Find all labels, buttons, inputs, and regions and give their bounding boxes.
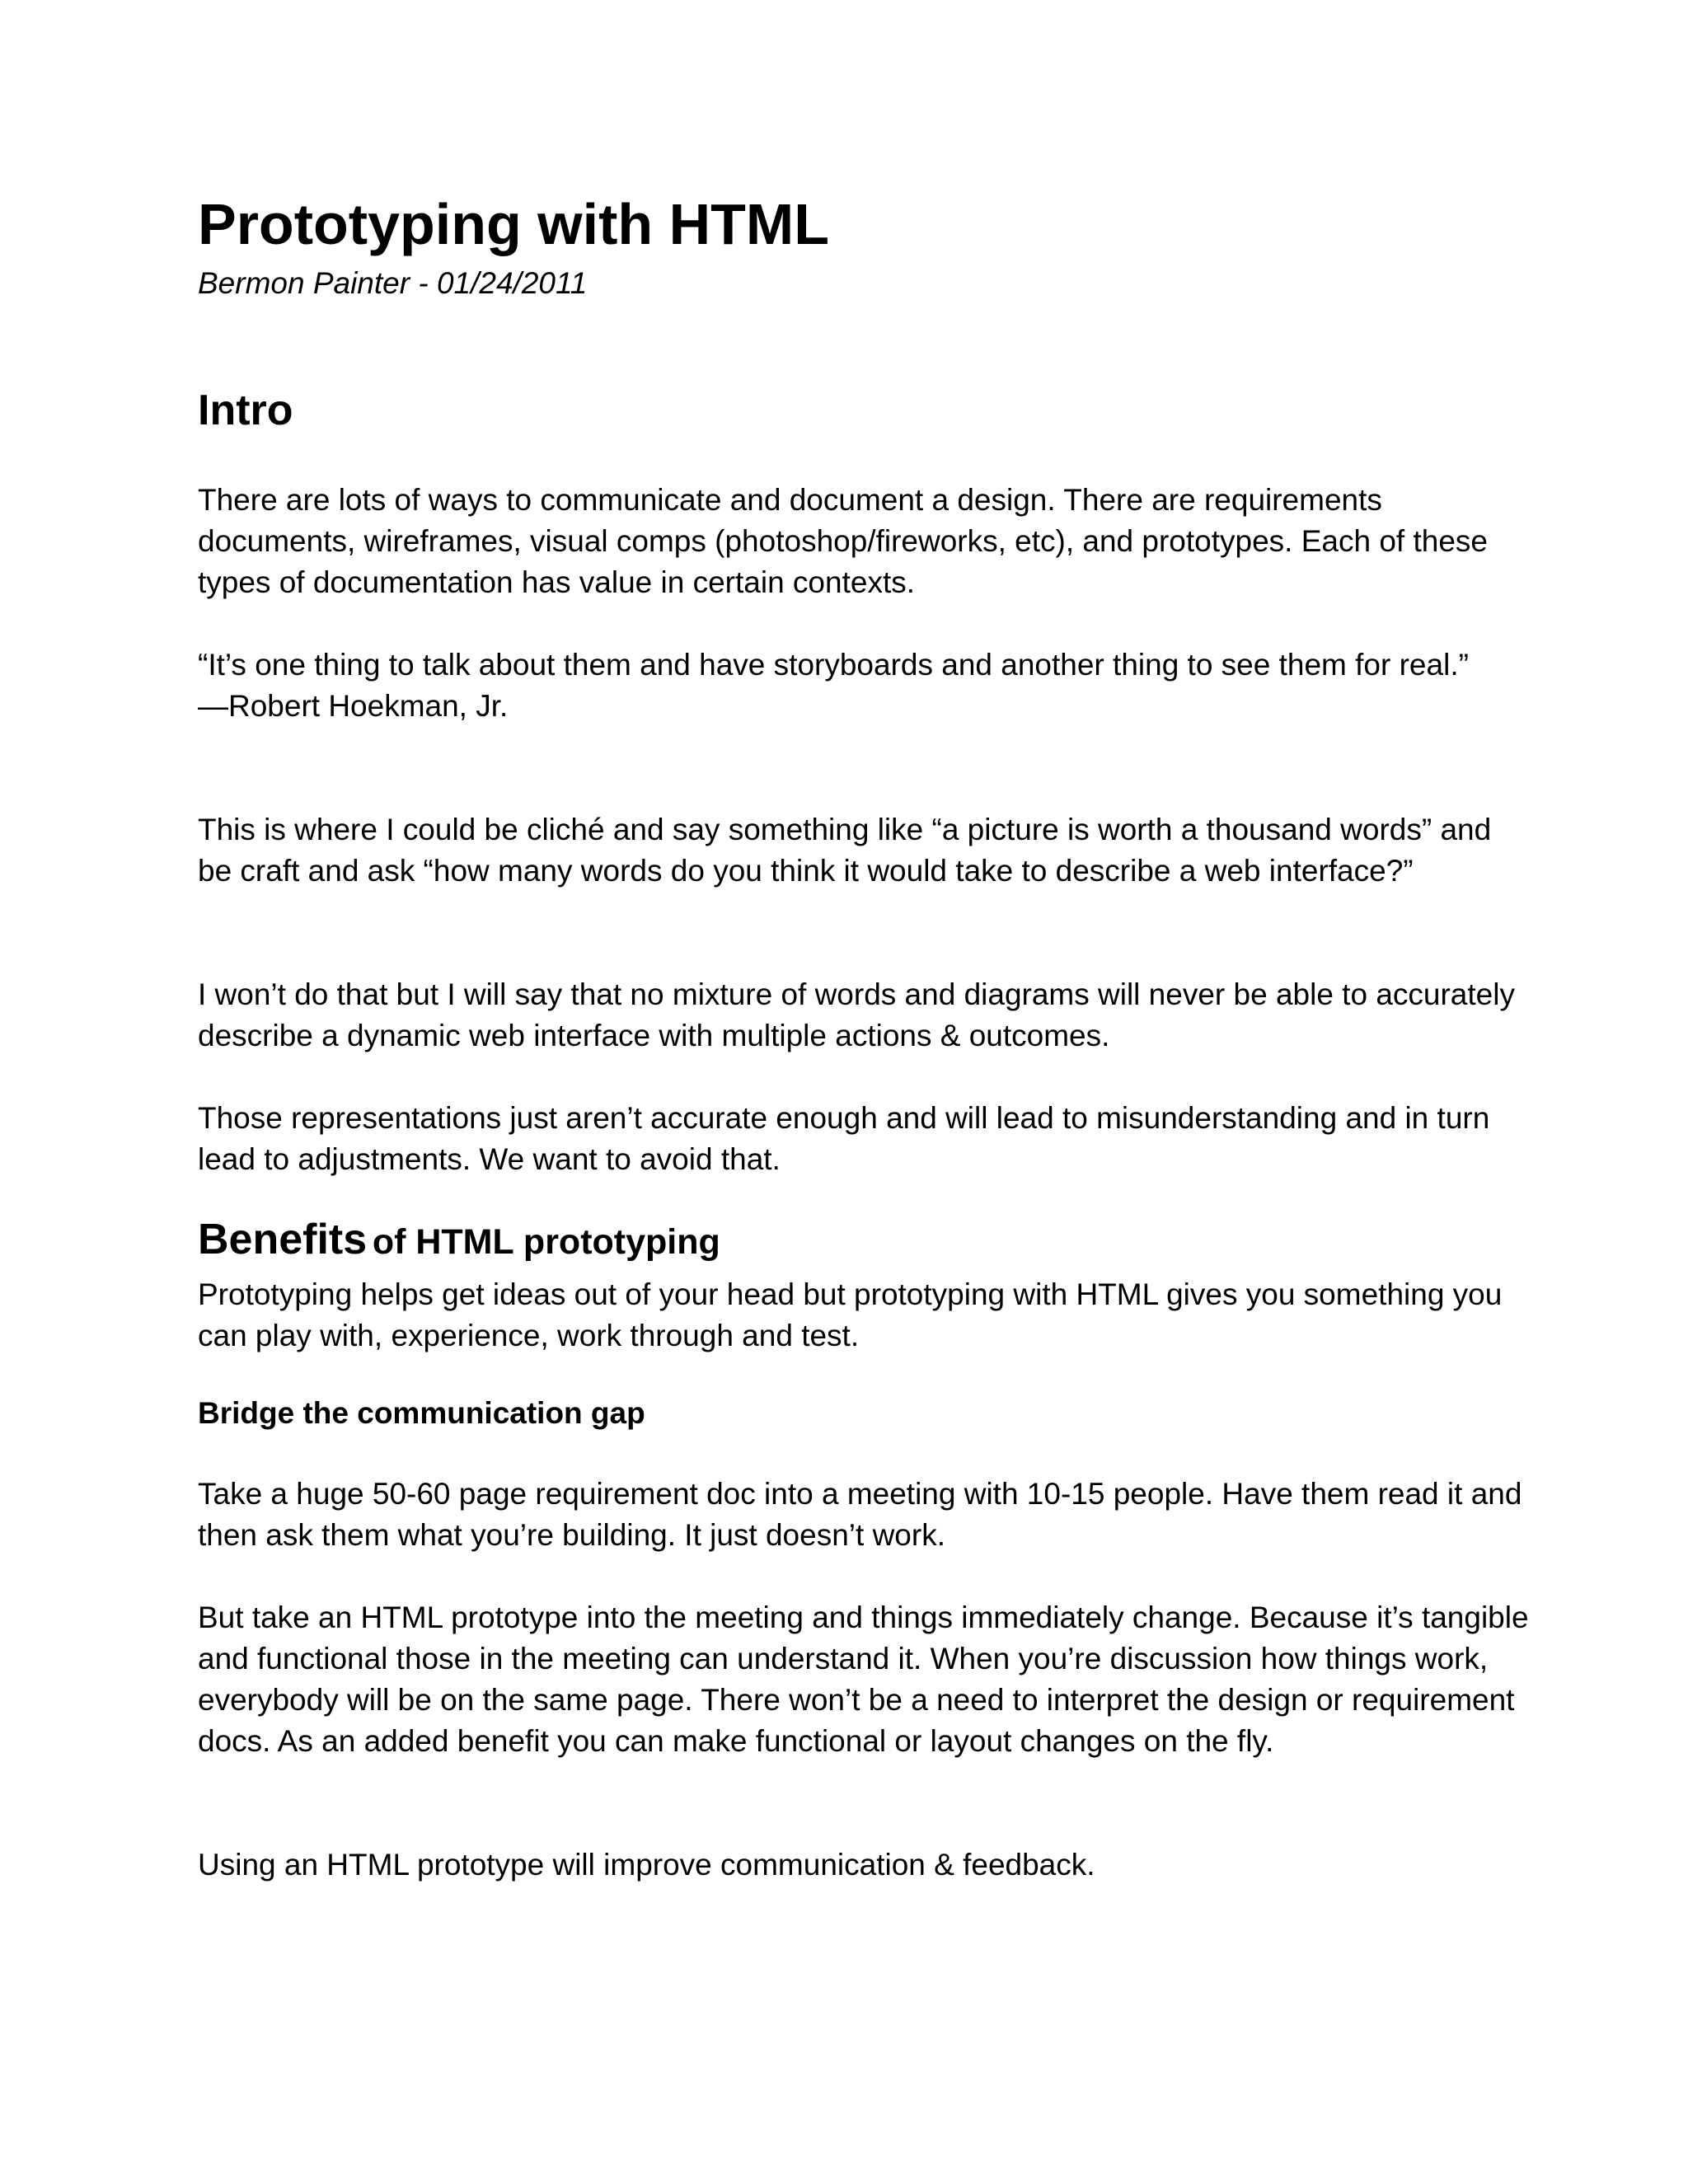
- but-paragraph: But take an HTML prototype into the meeting and things immediately change. Because it’s tangible and functional those in the meeting can understand it. When you’re discussion how things work, everybody will be on the same page. There won’t be a need to interpret the design or requirement docs. As an added benefit you can make functional or layout changes on the fly.: [198, 1601, 1529, 1758]
- cliche-paragraph: This is where I could be cliché and say something like “a picture is worth a thousand words” and be craft and ask “how many words do you think it would take to describe a web interface?”: [198, 813, 1492, 888]
- intro-heading: Intro: [198, 387, 293, 434]
- benefits-heading: [198, 1216, 720, 1263]
- using-paragraph: Using an HTML prototype will improve communication & feedback.: [198, 1848, 1095, 1882]
- document-title: Prototyping with HTML: [198, 192, 829, 256]
- wont-paragraph: I won’t do that but I will say that no mixture of words and diagrams will never be able to accurately describe a dynamic web interface with multiple actions & outcomes.: [198, 977, 1515, 1052]
- quote-attribution: —Robert Hoekman, Jr.: [198, 689, 509, 723]
- bridge-heading: Bridge the communication gap: [198, 1396, 645, 1430]
- quote-text: “It’s one thing to talk about them and have storyboards and another thing to see them for real.”: [198, 648, 1469, 682]
- benefits-heading-main: Benefits: [198, 1216, 368, 1263]
- benefits-heading-sub: of HTML prototyping: [372, 1222, 720, 1262]
- benefits-paragraph: Prototyping helps get ideas out of your head but prototyping with HTML gives you something you can play with, experience, work through and test.: [198, 1277, 1503, 1352]
- document-byline: Bermon Painter - 01/24/2011: [198, 266, 588, 300]
- take-paragraph: Take a huge 50-60 page requirement doc into a meeting with 10-15 people. Have them read it and then ask them what you’re building. It just doesn’t work.: [198, 1477, 1522, 1552]
- representations-paragraph: Those representations just aren’t accurate enough and will lead to misunderstanding and in turn lead to adjustments. We want to avoid that.: [198, 1101, 1490, 1176]
- quote-block: [198, 644, 1533, 727]
- intro-paragraph: There are lots of ways to communicate and document a design. There are requirements documents, wireframes, visual comps (photoshop/fireworks, etc), and prototypes. Each of these types of documentation has value in certain contexts.: [198, 483, 1489, 599]
